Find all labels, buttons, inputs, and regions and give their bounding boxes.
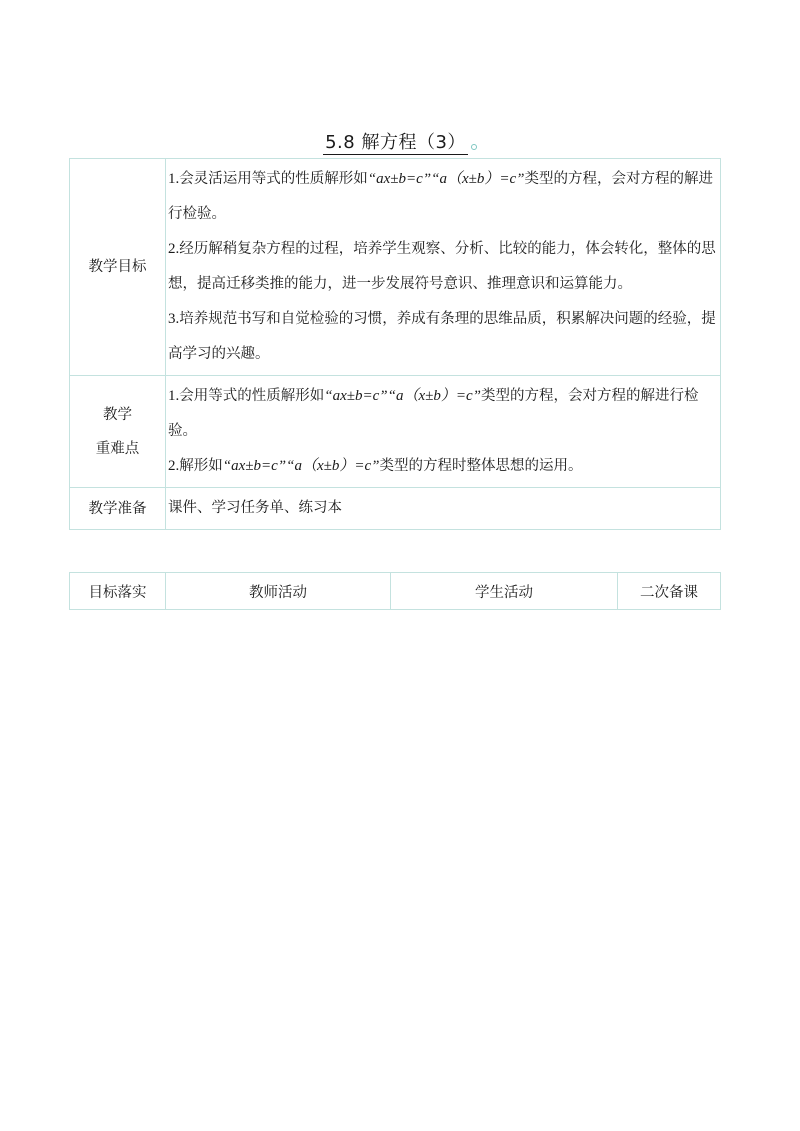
objective-item: 3.培养规范书写和自觉检验的习惯，养成有条理的思维品质，积累解决问题的经验，提高学习的兴趣。 <box>168 311 716 362</box>
formula: “a（x±b）=c” <box>286 458 380 474</box>
objectives-label: 教学目标 <box>70 159 166 376</box>
key-points-content <box>166 376 721 488</box>
formula: “a（x±b）=c” <box>387 388 481 404</box>
key-points-row <box>70 376 721 488</box>
key-point-item: 2.解形如“ax±b=c”“a（x±b）=c”类型的方程时整体思想的运用。 <box>168 458 583 474</box>
header-teacher-activity: 教师活动 <box>166 573 391 610</box>
activity-header-row <box>70 573 721 610</box>
key-point-item: 1.会用等式的性质解形如“ax±b=c”“a（x±b）=c”类型的方程，会对方程的解进行检验。 <box>168 388 699 439</box>
preparation-label: 教学准备 <box>70 488 166 530</box>
preparation-value: 课件、学习任务单、练习本 <box>166 488 721 530</box>
objective-item: 1.会灵活运用等式的性质解形如“ax±b=c”“a（x±b）=c”类型的方程，会对方程的解进行检验。 <box>168 171 713 222</box>
paragraph-mark-icon <box>471 144 477 150</box>
objective-item: 2.经历解稍复杂方程的过程，培养学生观察、分析、比较的能力，体会转化，整体的思想，提高迁移类推的能力，进一步发展符号意识、推理意识和运算能力。 <box>168 241 716 292</box>
key-points-label: 教学 重难点 <box>70 376 166 488</box>
formula: “ax±b=c” <box>324 388 388 404</box>
header-goal: 目标落实 <box>70 573 166 610</box>
objectives-row <box>70 159 721 376</box>
activity-header-table <box>69 572 721 610</box>
header-student-activity: 学生活动 <box>391 573 618 610</box>
title-text: 5.8 解方程（3） <box>325 132 466 153</box>
objectives-content <box>166 159 721 376</box>
preparation-row <box>70 488 721 530</box>
page-title <box>0 131 800 155</box>
formula: “ax±b=c” <box>222 458 287 474</box>
formula: “ax±b=c” <box>367 171 432 187</box>
header-second-prep: 二次备课 <box>618 573 721 610</box>
formula: “a（x±b）=c” <box>431 171 525 187</box>
lesson-info-table <box>69 158 721 530</box>
